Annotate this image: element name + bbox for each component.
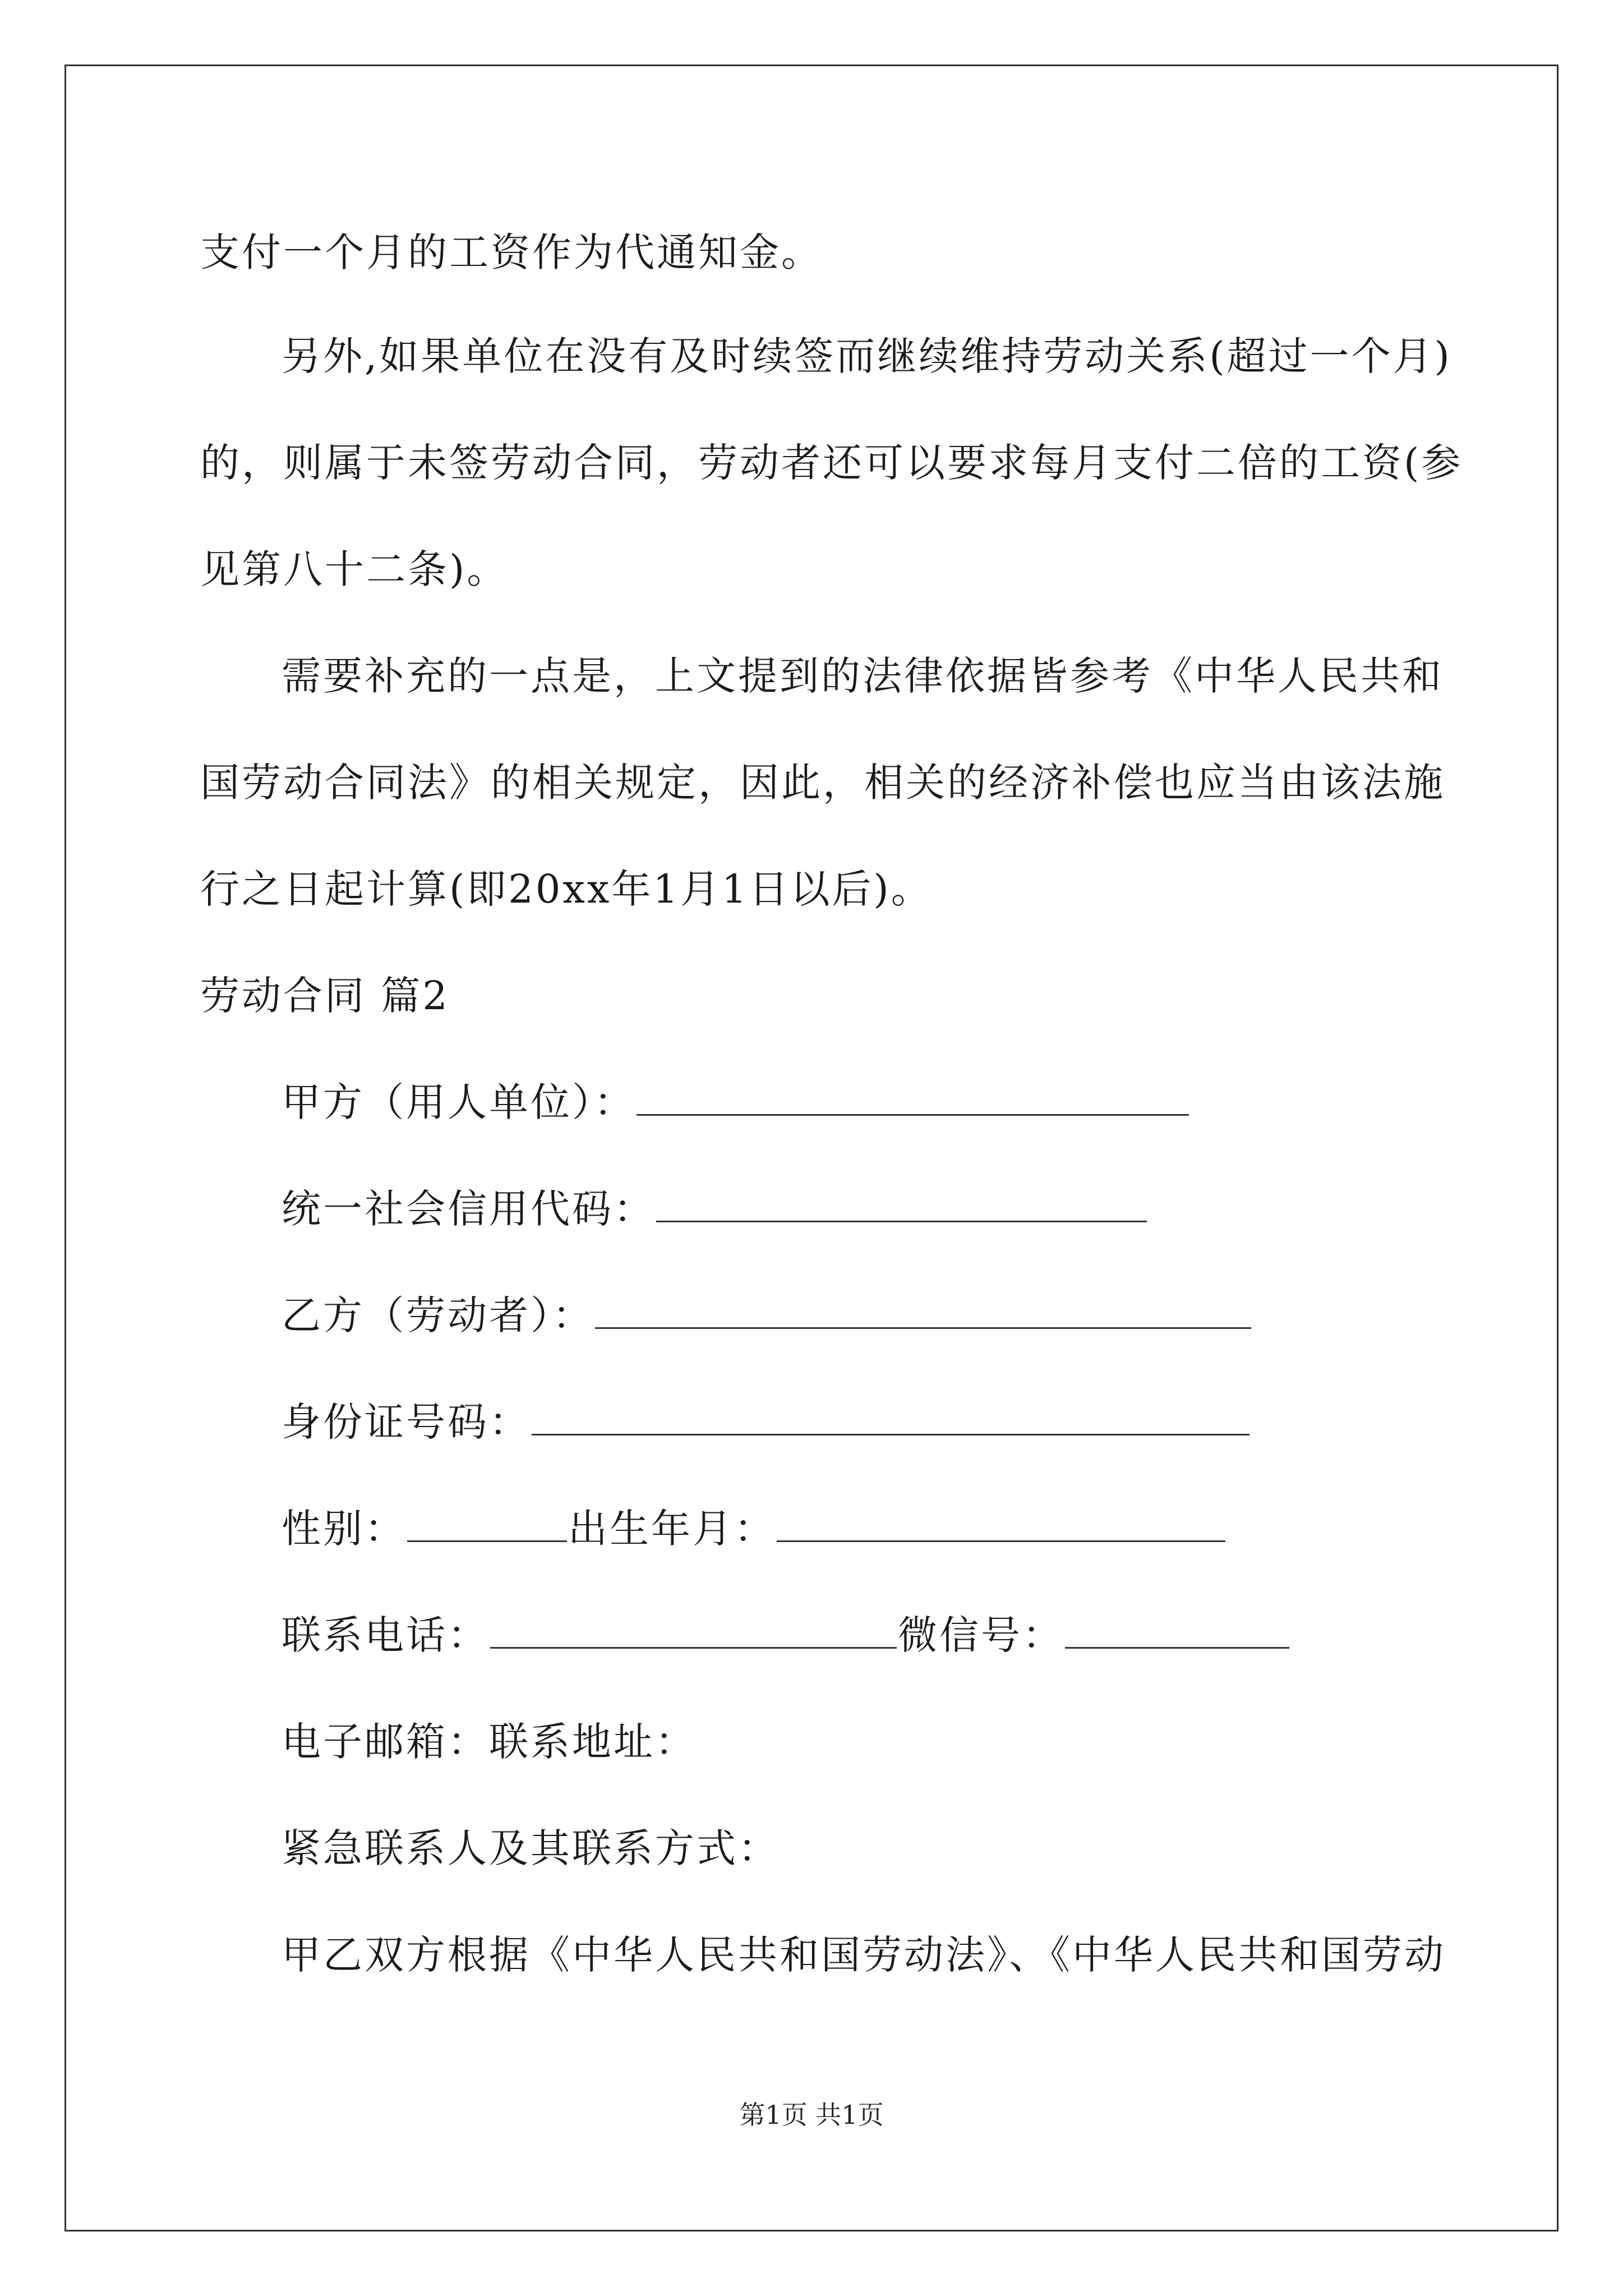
credit-code-field[interactable] <box>656 1185 1147 1222</box>
paragraph-line: 的，则属于未签劳动合同，劳动者还可以要求每月支付二倍的工资(参 <box>200 440 1463 486</box>
wechat-field[interactable] <box>1065 1611 1289 1649</box>
party-a-field[interactable] <box>637 1078 1189 1116</box>
paragraph-line: 见第八十二条)。 <box>200 546 509 592</box>
credit-code-label: 统一社会信用代码： <box>282 1186 655 1232</box>
id-number-label: 身份证号码： <box>282 1399 531 1445</box>
section-title: 劳动合同 篇2 <box>200 973 450 1019</box>
credit-code-row <box>282 1184 1148 1234</box>
id-number-field[interactable] <box>532 1398 1249 1435</box>
paragraph-line: 国劳动合同法》的相关规定，因此，相关的经济补偿也应当由该法施 <box>200 760 1445 806</box>
paragraph-line: 行之日起计算(即20xx年1月1日以后)。 <box>200 866 933 912</box>
paragraph-line: 需要补充的一点是，上文提到的法律依据皆参考《中华人民共和 <box>282 653 1444 699</box>
page-border <box>64 65 1559 2231</box>
email-address-row: 电子邮箱：联系地址： <box>282 1719 697 1765</box>
birth-label: 出生年月： <box>568 1506 776 1552</box>
emergency-contact-row: 紧急联系人及其联系方式： <box>282 1825 780 1871</box>
gender-label: 性别： <box>282 1506 406 1552</box>
party-a-label: 甲方（用人单位）： <box>282 1079 635 1125</box>
phone-wechat-row <box>282 1610 1290 1660</box>
wechat-label: 微信号： <box>898 1612 1064 1658</box>
party-b-label: 乙方（劳动者）： <box>282 1292 594 1338</box>
id-number-row <box>282 1397 1251 1447</box>
phone-field[interactable] <box>490 1611 897 1649</box>
paragraph-line: 支付一个月的工资作为代通知金。 <box>200 229 823 275</box>
party-a-row <box>282 1077 1190 1128</box>
phone-label: 联系电话： <box>282 1612 489 1658</box>
party-b-row <box>282 1290 1252 1341</box>
paragraph-line: 甲乙双方根据《中华人民共和国劳动法》、《中华人民共和国劳动 <box>282 1932 1446 1978</box>
party-b-field[interactable] <box>595 1291 1251 1329</box>
birth-field[interactable] <box>777 1504 1225 1542</box>
paragraph-line: 另外,如果单位在没有及时续签而继续维持劳动关系(超过一个月) <box>282 333 1452 379</box>
gender-field[interactable] <box>407 1504 567 1542</box>
page-footer: 第1页 共1页 <box>739 2100 884 2130</box>
gender-birth-row <box>282 1503 1227 1554</box>
